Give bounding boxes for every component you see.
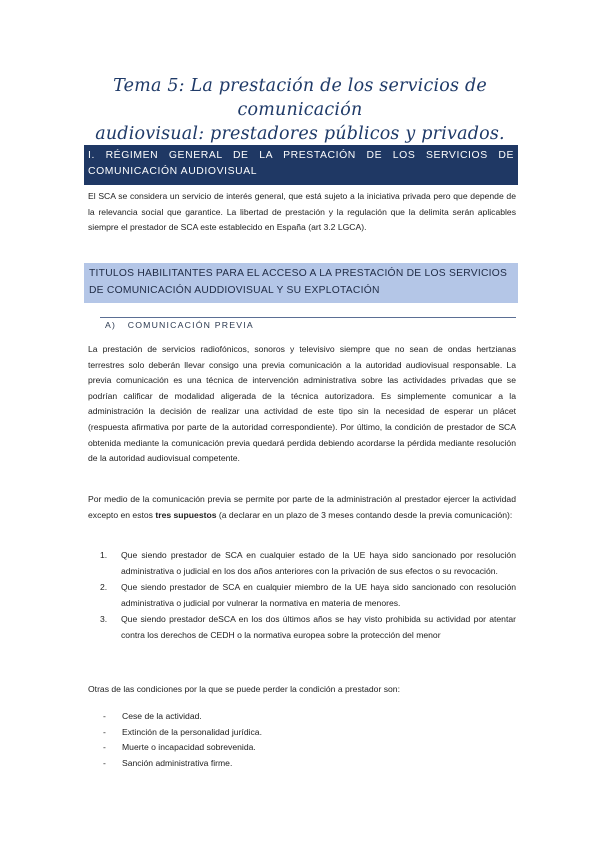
- section-heading-line-2: COMUNICACIÓN AUDIOVISUAL: [88, 166, 258, 177]
- paragraph-comunicacion-previa: La prestación de servicios radiofónicos, sonoros y televisivo siempre que no sean de ondas hertzianas terrestres solo deberán llevar consigo una previa comunicación a la autoridad audiovisual responsable. La previa comunicación es una técnica de intervención administrativa sobre las actividades privadas que se podrían calificar de modalidad aligerada de la técnica autorizadora. Es simplemente comunicar a la administración la decisión de realizar una actividad de este tipo sin la necesidad de esperar un plácet (respuesta afirmativa por parte de la autoridad correspondiente). Por último, la condición de prestador de SCA obtenida mediante la comunicación previa quedará perdida debiendo acordarse la pérdida mediante resolución de la autoridad audiovisual competente.: [88, 344, 516, 464]
- bullet-text: Extinción de la personalidad jurídica.: [122, 726, 262, 737]
- bullet-text: Muerte o incapacidad sobrevenida.: [122, 742, 256, 753]
- title-line-1: Tema 5: La prestación de los servicios de comunicación: [113, 76, 487, 120]
- list-item: [100, 548, 516, 579]
- title-line-2: audiovisual: prestadores públicos y privados.: [95, 124, 505, 144]
- list-item-text: Que siendo prestador deSCA en los dos últimos años se hay visto prohibida su actividad por atentar contra los derechos de CEDH o la normativa europea sobre la protección del menor: [121, 614, 516, 640]
- bullet-text: Cese de la actividad.: [122, 711, 202, 721]
- numbered-list: [100, 548, 516, 645]
- list-number: 1.: [100, 550, 108, 560]
- paragraph-supuestos-post: (a declarar en un plazo de 3 meses contando desde la previa comunicación):: [216, 509, 513, 520]
- list-number: 3.: [100, 614, 108, 625]
- subsection-marker: A): [105, 320, 117, 330]
- list-item-text: Que siendo prestador de SCA en cualquier estado de la UE haya sido sancionado por resolución administrativa o judicial en los dos años anteriores con la privación de sus efectos o su revocación.: [121, 550, 516, 576]
- paragraph-otras-condiciones: Otras de las condiciones por la que se puede perder la condición a prestador son:: [88, 684, 400, 694]
- heading-rule: [100, 317, 516, 318]
- subsection-heading-comunicacion-previa: [105, 320, 517, 330]
- bullet-item: [103, 725, 503, 741]
- section-heading-titulos-habilitantes: [84, 263, 518, 303]
- list-item: [100, 612, 516, 643]
- list-number: 2.: [100, 582, 108, 593]
- section-heading-line-1: I. RÉGIMEN GENERAL DE LA PRESTACIÓN DE LOS SERVICIOS DE: [88, 150, 514, 161]
- document-title: [60, 74, 540, 146]
- bullet-dash: -: [103, 726, 106, 737]
- subheading-line-2: DE COMUNICACIÓN AUDDIOVISUAL Y SU EXPLOTACIÓN: [89, 284, 380, 296]
- bullet-item: [103, 709, 503, 725]
- intro-paragraph: El SCA se considera un servicio de interés general, que está sujeto a la iniciativa privada pero que depende de la relevancia social que garantice. La libertad de prestación y la regulación que la delimita serán aplicables siempre el prestador de SCA este establecido en España (art 3.2 LGCA).: [88, 191, 516, 233]
- subsection-title: COMUNICACIÓN PREVIA: [127, 320, 254, 330]
- section-heading-regimen-general: [84, 145, 518, 185]
- list-item: [100, 580, 516, 611]
- list-item-text: Que siendo prestador de SCA en cualquier miembro de la UE haya sido sancionado con resolución administrativa o judicial por vulnerar la normativa en materia de menores.: [121, 582, 516, 608]
- paragraph-supuestos-bold: tres supuestos: [155, 509, 217, 520]
- bullet-item: [103, 740, 503, 756]
- paragraph-supuestos-pre: Por medio de la comunicación previa se permite por parte de la administración al prestador ejercer la actividad excepto en estos: [88, 494, 516, 520]
- bullet-item: [103, 756, 503, 772]
- paragraph-supuestos: [88, 492, 516, 523]
- bullet-dash: -: [103, 742, 106, 753]
- bullet-text: Sanción administrativa firme.: [122, 757, 233, 768]
- bullet-dash: -: [103, 711, 106, 721]
- subheading-line-1: TITULOS HABILITANTES PARA EL ACCESO A LA PRESTACIÓN DE LOS SERVICIOS: [89, 268, 508, 279]
- bullet-dash: -: [103, 757, 106, 768]
- bullet-list: [103, 709, 503, 771]
